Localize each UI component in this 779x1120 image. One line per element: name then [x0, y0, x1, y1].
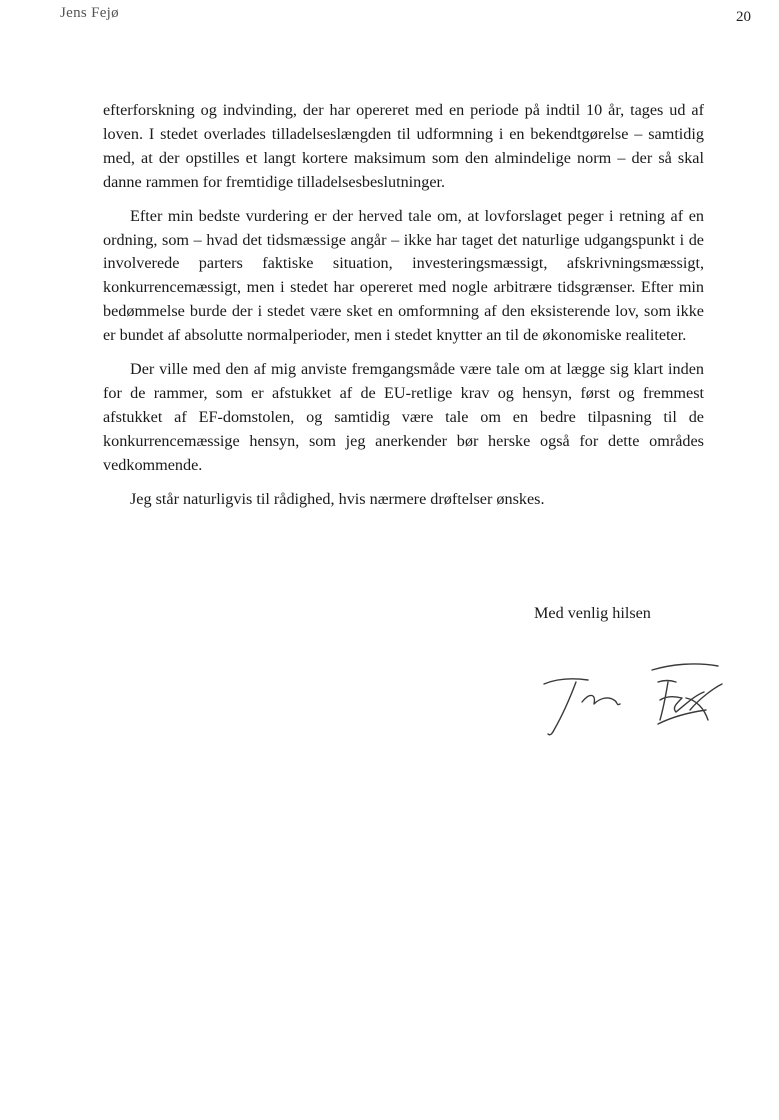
header-author-name: Jens Fejø — [60, 5, 119, 21]
paragraph-continuation: efterforskning og indvinding, der har opereret med en periode på indtil 10 år, tages ud af loven. I stedet overlades tilladelseslængden til udformning i en bekendtgørelse – samtidig med, at der opstilles et langt kortere maksimum som den almindelige norm – der så skal danne rammen for fremtidige tilladelsesbeslutninger. — [103, 101, 704, 191]
letter-body — [103, 99, 704, 522]
paragraph-eu-framework: Der ville med den af mig anviste fremgangsmåde være tale om at lægge sig klart inden for de rammer, som er afstukket af de EU-retlige krav og hensyn, først og fremmest afstukket af EF-domstolen, og samtidig være tale om en bedre tilpasning til de konkurrencemæssige hensyn, som jeg anerkender bør herske også for dette områdes vedkommende. — [103, 360, 704, 474]
paragraph-availability: Jeg står naturligvis til rådighed, hvis nærmere drøftelser ønskes. — [130, 489, 545, 508]
page-number: 20 — [736, 9, 751, 25]
closing-salutation: Med venlig hilsen — [534, 604, 651, 622]
paragraph-assessment: Efter min bedste vurdering er der herved tale om, at lovforslaget peger i retning af en ordning, som – hvad det tidsmæssige angår – ikke har taget det naturlige udgangspunkt i de involverede parters faktiske situation, investeringsmæssigt, afskrivningsmæssigt, konkurrencemæssigt, men i stedet har opereret med nogle arbitrære tidsgrænser. Efter min bedømmelse burde der i stedet være sket en omformning af den eksisterende lov, som ikke er bundet af absolutte normalperioder, men i stedet knytter an til de økonomiske realiteter. — [103, 206, 704, 345]
handwritten-signature — [536, 658, 726, 738]
